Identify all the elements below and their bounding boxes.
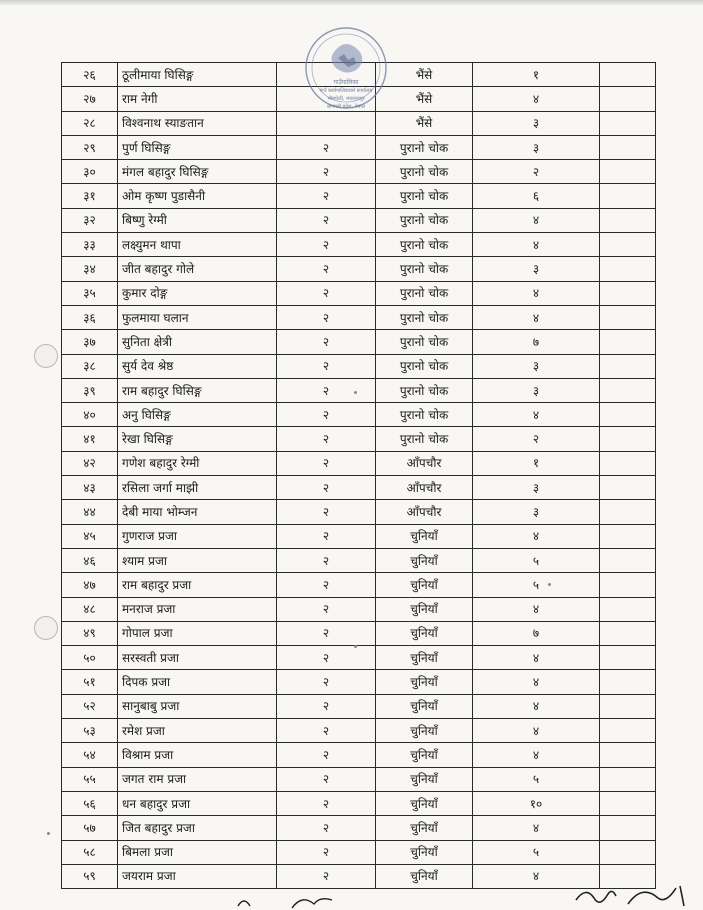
table-row bbox=[62, 451, 656, 475]
tole-cell: चुनियाँ bbox=[376, 816, 473, 840]
remarks-cell bbox=[600, 233, 656, 257]
tole-cell: भैंसे bbox=[376, 63, 473, 87]
table-row bbox=[62, 184, 656, 208]
serial-number-cell: ४८ bbox=[62, 597, 118, 621]
remarks-cell bbox=[600, 160, 656, 184]
remarks-cell bbox=[600, 548, 656, 572]
member-count-cell: २ bbox=[473, 160, 600, 184]
member-count-cell: ५ bbox=[473, 767, 600, 791]
tole-cell: चुनियाँ bbox=[376, 573, 473, 597]
seal-line-1: गाउँपालिका bbox=[333, 79, 359, 86]
ward-cell: २ bbox=[277, 573, 376, 597]
table-row bbox=[62, 621, 656, 645]
member-count-cell: ४ bbox=[473, 646, 600, 670]
handwritten-mark bbox=[232, 892, 342, 910]
serial-number-cell: ३९ bbox=[62, 378, 118, 402]
tole-cell: पुरानो चोक bbox=[376, 208, 473, 232]
tole-cell: चुनियाँ bbox=[376, 743, 473, 767]
tole-cell: पुरानो चोक bbox=[376, 354, 473, 378]
table-row bbox=[62, 646, 656, 670]
tole-cell: चुनियाँ bbox=[376, 864, 473, 888]
ward-cell: २ bbox=[277, 743, 376, 767]
remarks-cell bbox=[600, 305, 656, 329]
remarks-cell bbox=[600, 111, 656, 135]
seal-line-2: गाउँ कार्यपालिकाको कार्यालय bbox=[319, 88, 373, 94]
remarks-cell bbox=[600, 403, 656, 427]
ward-cell: २ bbox=[277, 160, 376, 184]
member-count-cell: ४ bbox=[473, 305, 600, 329]
name-cell: फुलमाया घलान bbox=[118, 305, 277, 329]
member-count-cell: ७ bbox=[473, 330, 600, 354]
table-row bbox=[62, 791, 656, 815]
tole-cell: चुनियाँ bbox=[376, 670, 473, 694]
member-count-cell: ४ bbox=[473, 403, 600, 427]
remarks-cell bbox=[600, 524, 656, 548]
remarks-cell bbox=[600, 87, 656, 111]
table-row bbox=[62, 257, 656, 281]
remarks-cell bbox=[600, 257, 656, 281]
serial-number-cell: ४२ bbox=[62, 451, 118, 475]
member-count-cell: ४ bbox=[473, 719, 600, 743]
name-cell: सुनिता क्षेत्री bbox=[118, 330, 277, 354]
ward-cell: २ bbox=[277, 864, 376, 888]
tole-cell: चुनियाँ bbox=[376, 646, 473, 670]
name-cell: जीत बहादुर गोले bbox=[118, 257, 277, 281]
table-row bbox=[62, 573, 656, 597]
name-cell: श्याम प्रजा bbox=[118, 548, 277, 572]
remarks-cell bbox=[600, 573, 656, 597]
serial-number-cell: ४० bbox=[62, 403, 118, 427]
remarks-cell bbox=[600, 743, 656, 767]
name-cell: जगत राम प्रजा bbox=[118, 767, 277, 791]
table-row bbox=[62, 476, 656, 500]
tole-cell: चुनियाँ bbox=[376, 597, 473, 621]
remarks-cell bbox=[600, 184, 656, 208]
tole-cell: चुनियाँ bbox=[376, 524, 473, 548]
serial-number-cell: ४१ bbox=[62, 427, 118, 451]
ward-cell: २ bbox=[277, 694, 376, 718]
remarks-cell bbox=[600, 597, 656, 621]
ward-cell: २ bbox=[277, 305, 376, 329]
member-count-cell: ४ bbox=[473, 670, 600, 694]
serial-number-cell: ५० bbox=[62, 646, 118, 670]
tole-cell: चुनियाँ bbox=[376, 767, 473, 791]
serial-number-cell: ४३ bbox=[62, 476, 118, 500]
serial-number-cell: ४९ bbox=[62, 621, 118, 645]
table-row bbox=[62, 500, 656, 524]
serial-number-cell: २८ bbox=[62, 111, 118, 135]
serial-number-cell: ३१ bbox=[62, 184, 118, 208]
name-cell: रमेश प्रजा bbox=[118, 719, 277, 743]
table-row bbox=[62, 840, 656, 864]
serial-number-cell: ५४ bbox=[62, 743, 118, 767]
tole-cell: पुरानो चोक bbox=[376, 233, 473, 257]
name-cell: धन बहादुर प्रजा bbox=[118, 791, 277, 815]
member-count-cell: ४ bbox=[473, 208, 600, 232]
ward-cell: २ bbox=[277, 427, 376, 451]
remarks-cell bbox=[600, 767, 656, 791]
tole-cell: पुरानो चोक bbox=[376, 427, 473, 451]
table-row bbox=[62, 816, 656, 840]
table-row bbox=[62, 208, 656, 232]
tole-cell: पुरानो चोक bbox=[376, 184, 473, 208]
ward-cell: २ bbox=[277, 791, 376, 815]
ward-cell: २ bbox=[277, 403, 376, 427]
member-count-cell: ४ bbox=[473, 694, 600, 718]
remarks-cell bbox=[600, 719, 656, 743]
scan-speck bbox=[354, 391, 357, 394]
remarks-cell bbox=[600, 500, 656, 524]
ward-cell: २ bbox=[277, 354, 376, 378]
tole-cell: आँपचौर bbox=[376, 500, 473, 524]
serial-number-cell: ३८ bbox=[62, 354, 118, 378]
table-row bbox=[62, 111, 656, 135]
name-cell: बिमला प्रजा bbox=[118, 840, 277, 864]
remarks-cell bbox=[600, 427, 656, 451]
tole-cell: चुनियाँ bbox=[376, 621, 473, 645]
name-cell: ओम कृष्ण पुडासैनी bbox=[118, 184, 277, 208]
remarks-cell bbox=[600, 694, 656, 718]
table-row bbox=[62, 548, 656, 572]
table-body bbox=[62, 63, 656, 889]
remarks-cell bbox=[600, 864, 656, 888]
serial-number-cell: ३० bbox=[62, 160, 118, 184]
tole-cell: चुनियाँ bbox=[376, 791, 473, 815]
member-count-cell: ४ bbox=[473, 816, 600, 840]
name-cell: पुर्ण घिसिङ्ग bbox=[118, 135, 277, 159]
tole-cell: आँपचौर bbox=[376, 476, 473, 500]
ward-cell: २ bbox=[277, 646, 376, 670]
member-count-cell: ३ bbox=[473, 257, 600, 281]
ward-cell: २ bbox=[277, 330, 376, 354]
member-count-cell: ७ bbox=[473, 621, 600, 645]
tole-cell: पुरानो चोक bbox=[376, 281, 473, 305]
table-row bbox=[62, 743, 656, 767]
name-cell: लक्ष्युमन थापा bbox=[118, 233, 277, 257]
tole-cell: पुरानो चोक bbox=[376, 403, 473, 427]
name-cell: अनु घिसिङ्ग bbox=[118, 403, 277, 427]
table-row bbox=[62, 87, 656, 111]
serial-number-cell: ४४ bbox=[62, 500, 118, 524]
tole-cell: भैंसे bbox=[376, 87, 473, 111]
table-row bbox=[62, 670, 656, 694]
name-cell: ठूलीमाया घिसिङ्ग bbox=[118, 63, 277, 87]
remarks-cell bbox=[600, 840, 656, 864]
member-count-cell: ५ bbox=[473, 548, 600, 572]
table-row bbox=[62, 524, 656, 548]
ward-cell: २ bbox=[277, 257, 376, 281]
name-cell: विश्राम प्रजा bbox=[118, 743, 277, 767]
member-count-cell: १ bbox=[473, 63, 600, 87]
serial-number-cell: ४६ bbox=[62, 548, 118, 572]
name-cell: राम बहादुर प्रजा bbox=[118, 573, 277, 597]
member-count-cell: २ bbox=[473, 427, 600, 451]
remarks-cell bbox=[600, 476, 656, 500]
ward-cell: २ bbox=[277, 767, 376, 791]
name-cell: मनराज प्रजा bbox=[118, 597, 277, 621]
table-row bbox=[62, 694, 656, 718]
table-row bbox=[62, 597, 656, 621]
name-cell: रसिला जर्गा माझी bbox=[118, 476, 277, 500]
serial-number-cell: ४७ bbox=[62, 573, 118, 597]
tole-cell: पुरानो चोक bbox=[376, 160, 473, 184]
serial-number-cell: ३२ bbox=[62, 208, 118, 232]
member-count-cell: ४ bbox=[473, 743, 600, 767]
member-count-cell: ६ bbox=[473, 184, 600, 208]
tole-cell: पुरानो चोक bbox=[376, 257, 473, 281]
member-count-cell: ३ bbox=[473, 476, 600, 500]
serial-number-cell: ३४ bbox=[62, 257, 118, 281]
scan-speck bbox=[354, 645, 357, 648]
member-count-cell: ३ bbox=[473, 378, 600, 402]
table-row bbox=[62, 233, 656, 257]
name-cell: सानुबाबु प्रजा bbox=[118, 694, 277, 718]
name-cell: गोपाल प्रजा bbox=[118, 621, 277, 645]
tole-cell: चुनियाँ bbox=[376, 694, 473, 718]
tole-cell: आँपचौर bbox=[376, 451, 473, 475]
member-count-cell: ३ bbox=[473, 500, 600, 524]
member-count-cell: ५ bbox=[473, 573, 600, 597]
name-cell: गणेश बहादुर रेग्मी bbox=[118, 451, 277, 475]
ward-cell: २ bbox=[277, 621, 376, 645]
serial-number-cell: ५२ bbox=[62, 694, 118, 718]
member-count-cell: ३ bbox=[473, 354, 600, 378]
serial-number-cell: २६ bbox=[62, 63, 118, 87]
scan-speck bbox=[548, 583, 551, 586]
remarks-cell bbox=[600, 816, 656, 840]
tole-cell: भैंसे bbox=[376, 111, 473, 135]
ward-cell: २ bbox=[277, 233, 376, 257]
serial-number-cell: २९ bbox=[62, 135, 118, 159]
tole-cell: चुनियाँ bbox=[376, 840, 473, 864]
name-cell: जित बहादुर प्रजा bbox=[118, 816, 277, 840]
serial-number-cell: ५८ bbox=[62, 840, 118, 864]
member-count-cell: ४ bbox=[473, 597, 600, 621]
member-count-cell: ३ bbox=[473, 111, 600, 135]
remarks-cell bbox=[600, 281, 656, 305]
member-count-cell: ४ bbox=[473, 524, 600, 548]
table-row bbox=[62, 403, 656, 427]
member-count-cell: ४ bbox=[473, 864, 600, 888]
ward-cell: २ bbox=[277, 476, 376, 500]
seal-line-4: बागमती प्रदेश, नेपाल bbox=[326, 104, 366, 110]
table-row bbox=[62, 305, 656, 329]
tole-cell: पुरानो चोक bbox=[376, 330, 473, 354]
ward-cell: २ bbox=[277, 378, 376, 402]
tole-cell: चुनियाँ bbox=[376, 548, 473, 572]
remarks-cell bbox=[600, 791, 656, 815]
serial-number-cell: ५५ bbox=[62, 767, 118, 791]
table-row bbox=[62, 354, 656, 378]
table-row bbox=[62, 63, 656, 87]
scan-speck bbox=[47, 832, 50, 835]
table-row bbox=[62, 160, 656, 184]
ward-cell bbox=[277, 87, 376, 111]
serial-number-cell: ३५ bbox=[62, 281, 118, 305]
serial-number-cell: २७ bbox=[62, 87, 118, 111]
remarks-cell bbox=[600, 330, 656, 354]
table-row bbox=[62, 281, 656, 305]
ward-cell: २ bbox=[277, 597, 376, 621]
remarks-cell bbox=[600, 378, 656, 402]
ward-cell: २ bbox=[277, 816, 376, 840]
serial-number-cell: ३६ bbox=[62, 305, 118, 329]
punch-hole bbox=[34, 616, 58, 640]
member-count-cell: १० bbox=[473, 791, 600, 815]
name-cell: गुणराज प्रजा bbox=[118, 524, 277, 548]
remarks-cell bbox=[600, 646, 656, 670]
name-cell: देबी माया भोम्जन bbox=[118, 500, 277, 524]
name-cell: सरस्वती प्रजा bbox=[118, 646, 277, 670]
remarks-cell bbox=[600, 135, 656, 159]
ward-cell: २ bbox=[277, 524, 376, 548]
remarks-cell bbox=[600, 63, 656, 87]
punch-hole bbox=[34, 344, 58, 368]
serial-number-cell: ३३ bbox=[62, 233, 118, 257]
remarks-cell bbox=[600, 451, 656, 475]
remarks-cell bbox=[600, 354, 656, 378]
serial-number-cell: ५३ bbox=[62, 719, 118, 743]
member-count-cell: ४ bbox=[473, 281, 600, 305]
table-row bbox=[62, 719, 656, 743]
table-row bbox=[62, 330, 656, 354]
name-cell: कुमार दोङ्ग bbox=[118, 281, 277, 305]
name-cell: दिपक प्रजा bbox=[118, 670, 277, 694]
ward-cell: २ bbox=[277, 184, 376, 208]
table-row bbox=[62, 427, 656, 451]
name-cell: राम बहादुर घिसिङ्ग bbox=[118, 378, 277, 402]
ward-cell: २ bbox=[277, 719, 376, 743]
ward-cell: २ bbox=[277, 281, 376, 305]
name-cell: बिष्णु रेग्मी bbox=[118, 208, 277, 232]
name-cell: रेखा घिसिङ्ग bbox=[118, 427, 277, 451]
ward-cell: २ bbox=[277, 840, 376, 864]
scan-top-edge bbox=[0, 0, 703, 6]
serial-number-cell: ५१ bbox=[62, 670, 118, 694]
serial-number-cell: ३७ bbox=[62, 330, 118, 354]
tole-cell: पुरानो चोक bbox=[376, 378, 473, 402]
member-count-cell: १ bbox=[473, 451, 600, 475]
remarks-cell bbox=[600, 621, 656, 645]
table-row bbox=[62, 378, 656, 402]
ward-cell bbox=[277, 63, 376, 87]
name-cell: मंगल बहादुर घिसिङ्ग bbox=[118, 160, 277, 184]
ward-cell: २ bbox=[277, 670, 376, 694]
remarks-cell bbox=[600, 670, 656, 694]
table-row bbox=[62, 864, 656, 888]
name-cell: सुर्य देव श्रेष्ठ bbox=[118, 354, 277, 378]
member-count-cell: ४ bbox=[473, 233, 600, 257]
ward-cell: २ bbox=[277, 548, 376, 572]
member-count-cell: ३ bbox=[473, 135, 600, 159]
tole-cell: पुरानो चोक bbox=[376, 305, 473, 329]
name-cell: विश्वनाथ स्याङतान bbox=[118, 111, 277, 135]
ward-cell: २ bbox=[277, 451, 376, 475]
ward-cell: २ bbox=[277, 208, 376, 232]
ward-cell bbox=[277, 111, 376, 135]
member-count-cell: ४ bbox=[473, 87, 600, 111]
tole-cell: चुनियाँ bbox=[376, 719, 473, 743]
table-row bbox=[62, 135, 656, 159]
beneficiary-table bbox=[61, 62, 656, 889]
remarks-cell bbox=[600, 208, 656, 232]
serial-number-cell: ५७ bbox=[62, 816, 118, 840]
name-cell: राम नेगी bbox=[118, 87, 277, 111]
serial-number-cell: ५९ bbox=[62, 864, 118, 888]
serial-number-cell: ४५ bbox=[62, 524, 118, 548]
member-count-cell: ५ bbox=[473, 840, 600, 864]
ward-cell: २ bbox=[277, 135, 376, 159]
table-row bbox=[62, 767, 656, 791]
name-cell: जयराम प्रजा bbox=[118, 864, 277, 888]
ward-cell: २ bbox=[277, 500, 376, 524]
tole-cell: पुरानो चोक bbox=[376, 135, 473, 159]
serial-number-cell: ५६ bbox=[62, 791, 118, 815]
seal-line-3: भीमफेदी, मकवानपुर bbox=[327, 96, 365, 102]
